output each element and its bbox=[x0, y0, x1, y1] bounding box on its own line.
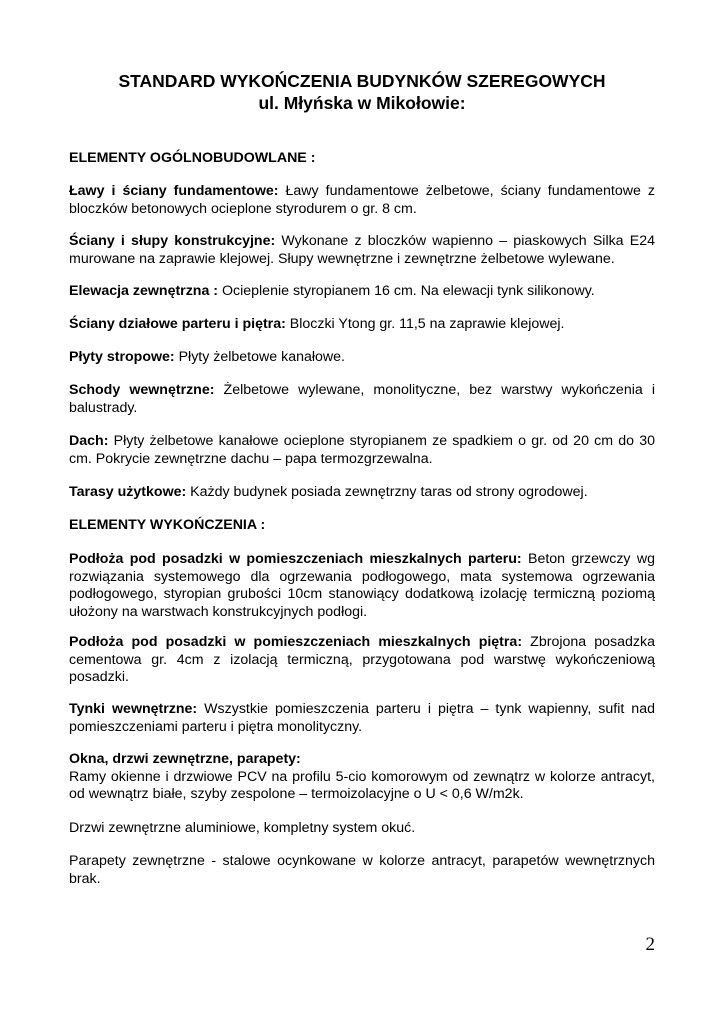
item-text: Beton grzewczy wg rozwiązania systemowego dla ogrzewania podłogowego, mata systemowa ogrzewania podłogowego, styropian grubości 10cm stanowiący dodatkową izolację termiczną poziomą ułożony na warstwach konstrukcyjnych podłogi. bbox=[69, 551, 655, 620]
item-podloza-parter bbox=[69, 551, 655, 621]
item-text: Ławy fundamentowe żelbetowe, ściany fundamentowe z bloczków betonowych ocieplone styrodurem o gr. 8 cm. bbox=[69, 183, 655, 217]
item-plyty bbox=[69, 349, 655, 367]
item-label: Ławy i ściany fundamentowe: bbox=[69, 183, 279, 199]
item-text: Ocieplenie styropianem 16 cm. Na elewacji tynk silikonowy. bbox=[218, 283, 595, 299]
item-schody bbox=[69, 382, 655, 417]
item-label: Dach: bbox=[69, 433, 109, 449]
item-label: Ściany działowe parteru i piętra: bbox=[69, 316, 286, 332]
item-text: Bloczki Ytong gr. 11,5 na zaprawie klejowej. bbox=[285, 316, 565, 332]
item-label: Ściany i słupy konstrukcyjne: bbox=[69, 233, 276, 249]
item-text: Płyty żelbetowe kanałowe. bbox=[174, 349, 345, 365]
item-label: Elewacja zewnętrzna : bbox=[69, 283, 219, 299]
item-label: Podłoża pod posadzki w pomieszczeniach mieszkalnych parteru: bbox=[69, 551, 522, 567]
item-text: Parapety zewnętrzne - stalowe ocynkowane w kolorze antracyt, parapetów wewnętrznych brak. bbox=[69, 853, 655, 887]
item-label: Okna, drzwi zewnętrzne, parapety: bbox=[69, 751, 301, 767]
document-title-line1: STANDARD WYKOŃCZENIA BUDYNKÓW SZEREGOWYCH bbox=[118, 71, 606, 91]
item-podloza-pietro bbox=[69, 634, 655, 687]
item-okna bbox=[69, 751, 655, 804]
item-drzwi bbox=[69, 820, 655, 838]
item-label: Płyty stropowe: bbox=[69, 349, 175, 365]
item-label: Podłoża pod posadzki w pomieszczeniach mieszkalnych piętra: bbox=[69, 634, 523, 650]
item-label: Tarasy użytkowe: bbox=[69, 484, 187, 500]
page-number: 2 bbox=[645, 934, 655, 955]
item-dzialowe bbox=[69, 316, 655, 334]
item-text: Każdy budynek posiada zewnętrzny taras od strony ogrodowej. bbox=[186, 484, 588, 500]
item-text: Zbrojona posadzka cementowa gr. 4cm z izolacją termiczną, przygotowana pod warstwę wykończeniową posadzki. bbox=[69, 634, 655, 686]
item-text: Ramy okienne i drzwiowe PCV na profilu 5-cio komorowym od zewnątrz w kolorze antracyt, od wewnątrz białe, szyby zespolone – termoizolacyjne o U < 0,6 W/m2k. bbox=[69, 768, 655, 803]
item-text: Wykonane z bloczków wapienno – piaskowych Silka E24 murowane na zaprawie klejowej. Słupy wewnętrzne i zewnętrzne żelbetowe wylewane. bbox=[69, 233, 656, 267]
item-lawy bbox=[69, 183, 655, 218]
item-dach bbox=[69, 433, 655, 468]
item-label: Schody wewnętrzne: bbox=[69, 382, 215, 398]
section-heading-finish: ELEMENTY WYKOŃCZENIA : bbox=[69, 517, 266, 533]
item-sciany bbox=[69, 233, 655, 268]
item-text: Płyty żelbetowe kanałowe ocieplone styropianem ze spadkiem o gr. od 20 cm do 30 cm. Pokrycie zewnętrzne dachu – papa termozgrzewalna. bbox=[69, 433, 655, 467]
section-heading-general: ELEMENTY OGÓLNOBUDOWLANE : bbox=[69, 150, 316, 166]
item-tynki bbox=[69, 701, 655, 736]
item-parapety bbox=[69, 853, 655, 888]
item-label: Tynki wewnętrzne: bbox=[69, 701, 198, 717]
item-text: Drzwi zewnętrzne aluminiowe, kompletny system okuć. bbox=[69, 820, 416, 836]
item-elewacja bbox=[69, 283, 655, 301]
item-tarasy bbox=[69, 484, 655, 502]
document-title-line2: ul. Młyńska w Mikołowie: bbox=[258, 93, 466, 113]
item-text: Wszystkie pomieszczenia parteru i piętra – tynk wapienny, sufit nad pomieszczeniami parteru i piętra monolityczny. bbox=[69, 701, 655, 735]
item-text: Żelbetowe wylewane, monolityczne, bez warstwy wykończenia i balustrady. bbox=[69, 382, 655, 416]
